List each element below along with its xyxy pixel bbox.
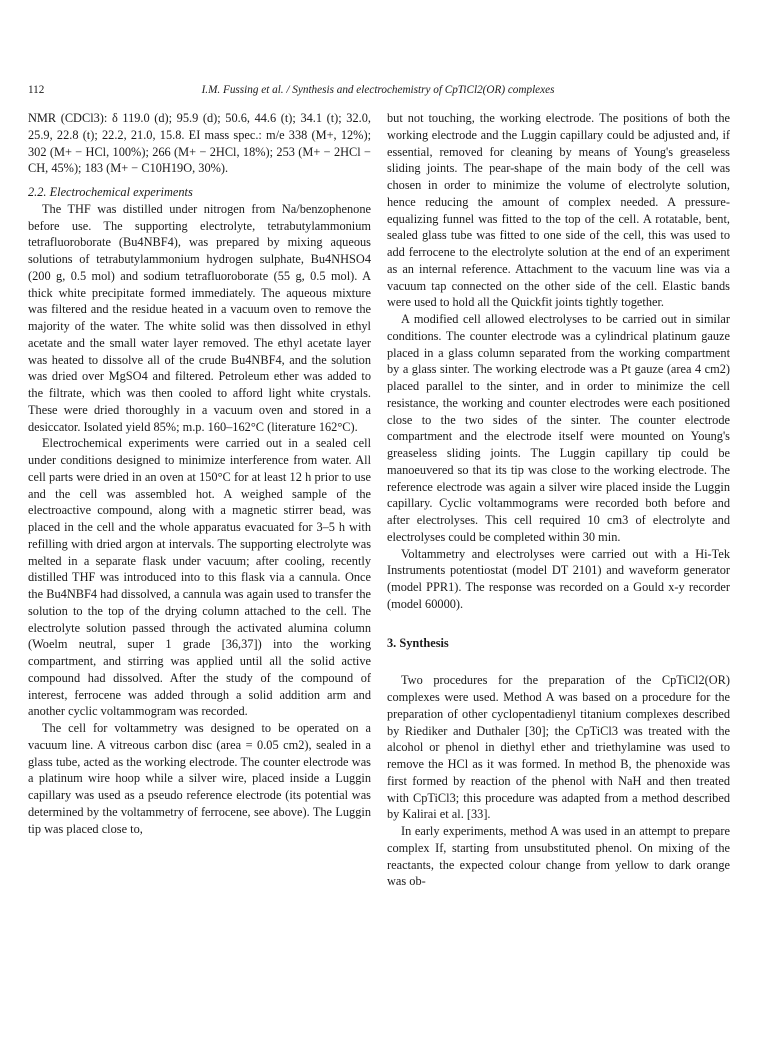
voltammetry-cell-paragraph: The cell for voltammetry was designed to be operated on a vacuum line. A vitreous carbon disc (area = 0.05 cm2), sealed in a glass tube, acted as the working electrode. The counter electrode was a platinum wire hoop while a silver wire, placed inside a Luggin capillary was used as a pseudo reference electrode (its potential was determined by the voltammetry of ferrocene, see above). The Luggin tip was placed close to, — [28, 721, 371, 836]
electrolyte-paragraph: The THF was distilled under nitrogen from Na/benzophenone before use. The supporting electrolyte, tetrabutylammonium tetrafluoroborate (Bu4NBF4), was prepared by mixing aqueous solutions of tetrabutylammonium hydrogen sulphate, Bu4NHSO4 (200 g, 0.5 mol) and sodium tetrafluoroborate (55 g, 0.5 mol). A thick white precipitate formed immediately. The aqueous mixture was filtered and the residue heated in a vacuum oven to remove the majority of the water. The white solid was then dissolved in ethyl acetate and the small water layer removed. The ethyl acetate layer was heated to dissolve all of the crude Bu4NBF4, and the solution was dried over MgSO4 and filtered. Petroleum ether was added to the filtrate, which was then cooled to afford light white crystals. These were dried thoroughly in a vacuum oven and stored in a desiccator. Isolated yield 85%; m.p. 160–162°C (literature 162°C). — [28, 201, 371, 434]
modified-cell-paragraph: A modified cell allowed electrolyses to be carried out in similar conditions. The counter electrode was a cylindrical platinum gauze placed in a glass column separated from the working compartment by a glass sinter. The working electrode was a Pt gauze (area 4 cm2) placed parallel to the sinter, and in order to minimize the cell resistance, the working and counter electrodes were each positioned close to the two sides of the sinter. The counter electrode compartment and the electrode itself were mounted on Young's greaseless sliding joints. The Luggin capillary tip could be manoeuvered so that its tip was close to the working electrode. The reference electrode was again a silver wire placed inside the Luggin capillary. Cyclic voltammograms were recorded both before and after electrolyses. This cell required 10 cm3 of electrolyte and electrolyses could be completed within 30 min. — [387, 312, 730, 544]
procedures-paragraph: Two procedures for the preparation of the CpTiCl2(OR) complexes were used. Method A was based on a procedure for the preparation of other cyclopentadienyl titanium complexes described by Riediker and Duthaler [30]; the CpTiCl3 was treated with the alcohol or phenol in diethyl ether and triethylamine was used to remove the HCl as it was formed. In method B, the phenoxide was first formed by reaction of the phenol with NaH and then treated with CpTiCl3; this procedure was adapted from a method described by Kalirai et al. [33]. — [387, 673, 730, 822]
section-heading: 3. Synthesis — [387, 635, 449, 650]
instruments-paragraph: Voltammetry and electrolyses were carried out with a Hi-Tek Instruments potentiostat (model DT 2101) and waveform generator (model PPR1). The response was recorded on a Gould x-y recorder (model 60000). — [387, 546, 730, 611]
right-column — [387, 110, 730, 890]
page-header — [28, 84, 728, 100]
left-column — [28, 110, 371, 837]
page-number: 112 — [28, 84, 45, 96]
subsection-heading: 2.2. Electrochemical experiments — [28, 185, 193, 199]
cell-conditions-paragraph: Electrochemical experiments were carried out in a sealed cell under conditions designed to minimize interference from water. All cell parts were dried in an oven at 150°C for at least 12 h prior to use and the cell was assembled hot. A weighed sample of the electroactive compound, along with a magnetic stirrer bead, was placed in the cell and the whole apparatus evacuated for 3–5 h with refilling with dried argon at intervals. The supporting electrolyte was melted in a separate flask under vacuum; after cooling, recently distilled THF was introduced into to this flask via a cannula. Once the Bu4NBF4 had dissolved, a cannula was again used to transfer the solution to the top of the drying column attached to the cell. The electrolyte solution passed through the activated alumina column (Woelm neutral, super 1 grade [36,37]) into the working compartment, and stirring was applied until all the solid active compound had dissolved. After the study of the compound of interest, ferrocene was added through a solid addition arm and another cyclic voltammogram was recorded. — [28, 436, 371, 719]
nmr-data-paragraph: NMR (CDCl3): δ 119.0 (d); 95.9 (d); 50.6, 44.6 (t); 34.1 (t); 32.0, 25.9, 22.8 (t); 22.2, 21.0, 15.8. EI mass spec.: m/e 338 (M+, 12%); 302 (M+ − HCl, 100%); 266 (M+ − 2HCl, 18%); 253 (M+ − 2HCl − CH, 45%); 183 (M+ − C10H19O, 30%). — [28, 111, 371, 176]
electrode-positions-paragraph: but not touching, the working electrode. The positions of both the working electrode and the Luggin capillary could be adjusted and, if essential, removed for cleaning by means of Young's greaseless sliding joints. The pear-shape of the main body of the cell was chosen in order to minimize the volume of electrolyte solution, hence reducing the amount of complex needed. A pressure-equalizing funnel was fitted to the top of the cell. A rotatable, bent, sealed glass tube was fitted to one side of the cell, this was used to add ferrocene to the electrolyte solution at the end of an experiment as an internal reference. Attachment to the vacuum line was via a vacuum tap connected on the other side of the cell. Elastic bands were used to hold all the Quickfit joints tightly together. — [387, 111, 730, 310]
early-experiments-paragraph: In early experiments, method A was used in an attempt to prepare complex If, starting from unsubstituted phenol. On mixing of the reactants, the expected colour change from yellow to dark orange was ob- — [387, 824, 730, 889]
running-head: I.M. Fussing et al. / Synthesis and electrochemistry of CpTiCl2(OR) complexes — [201, 84, 555, 96]
